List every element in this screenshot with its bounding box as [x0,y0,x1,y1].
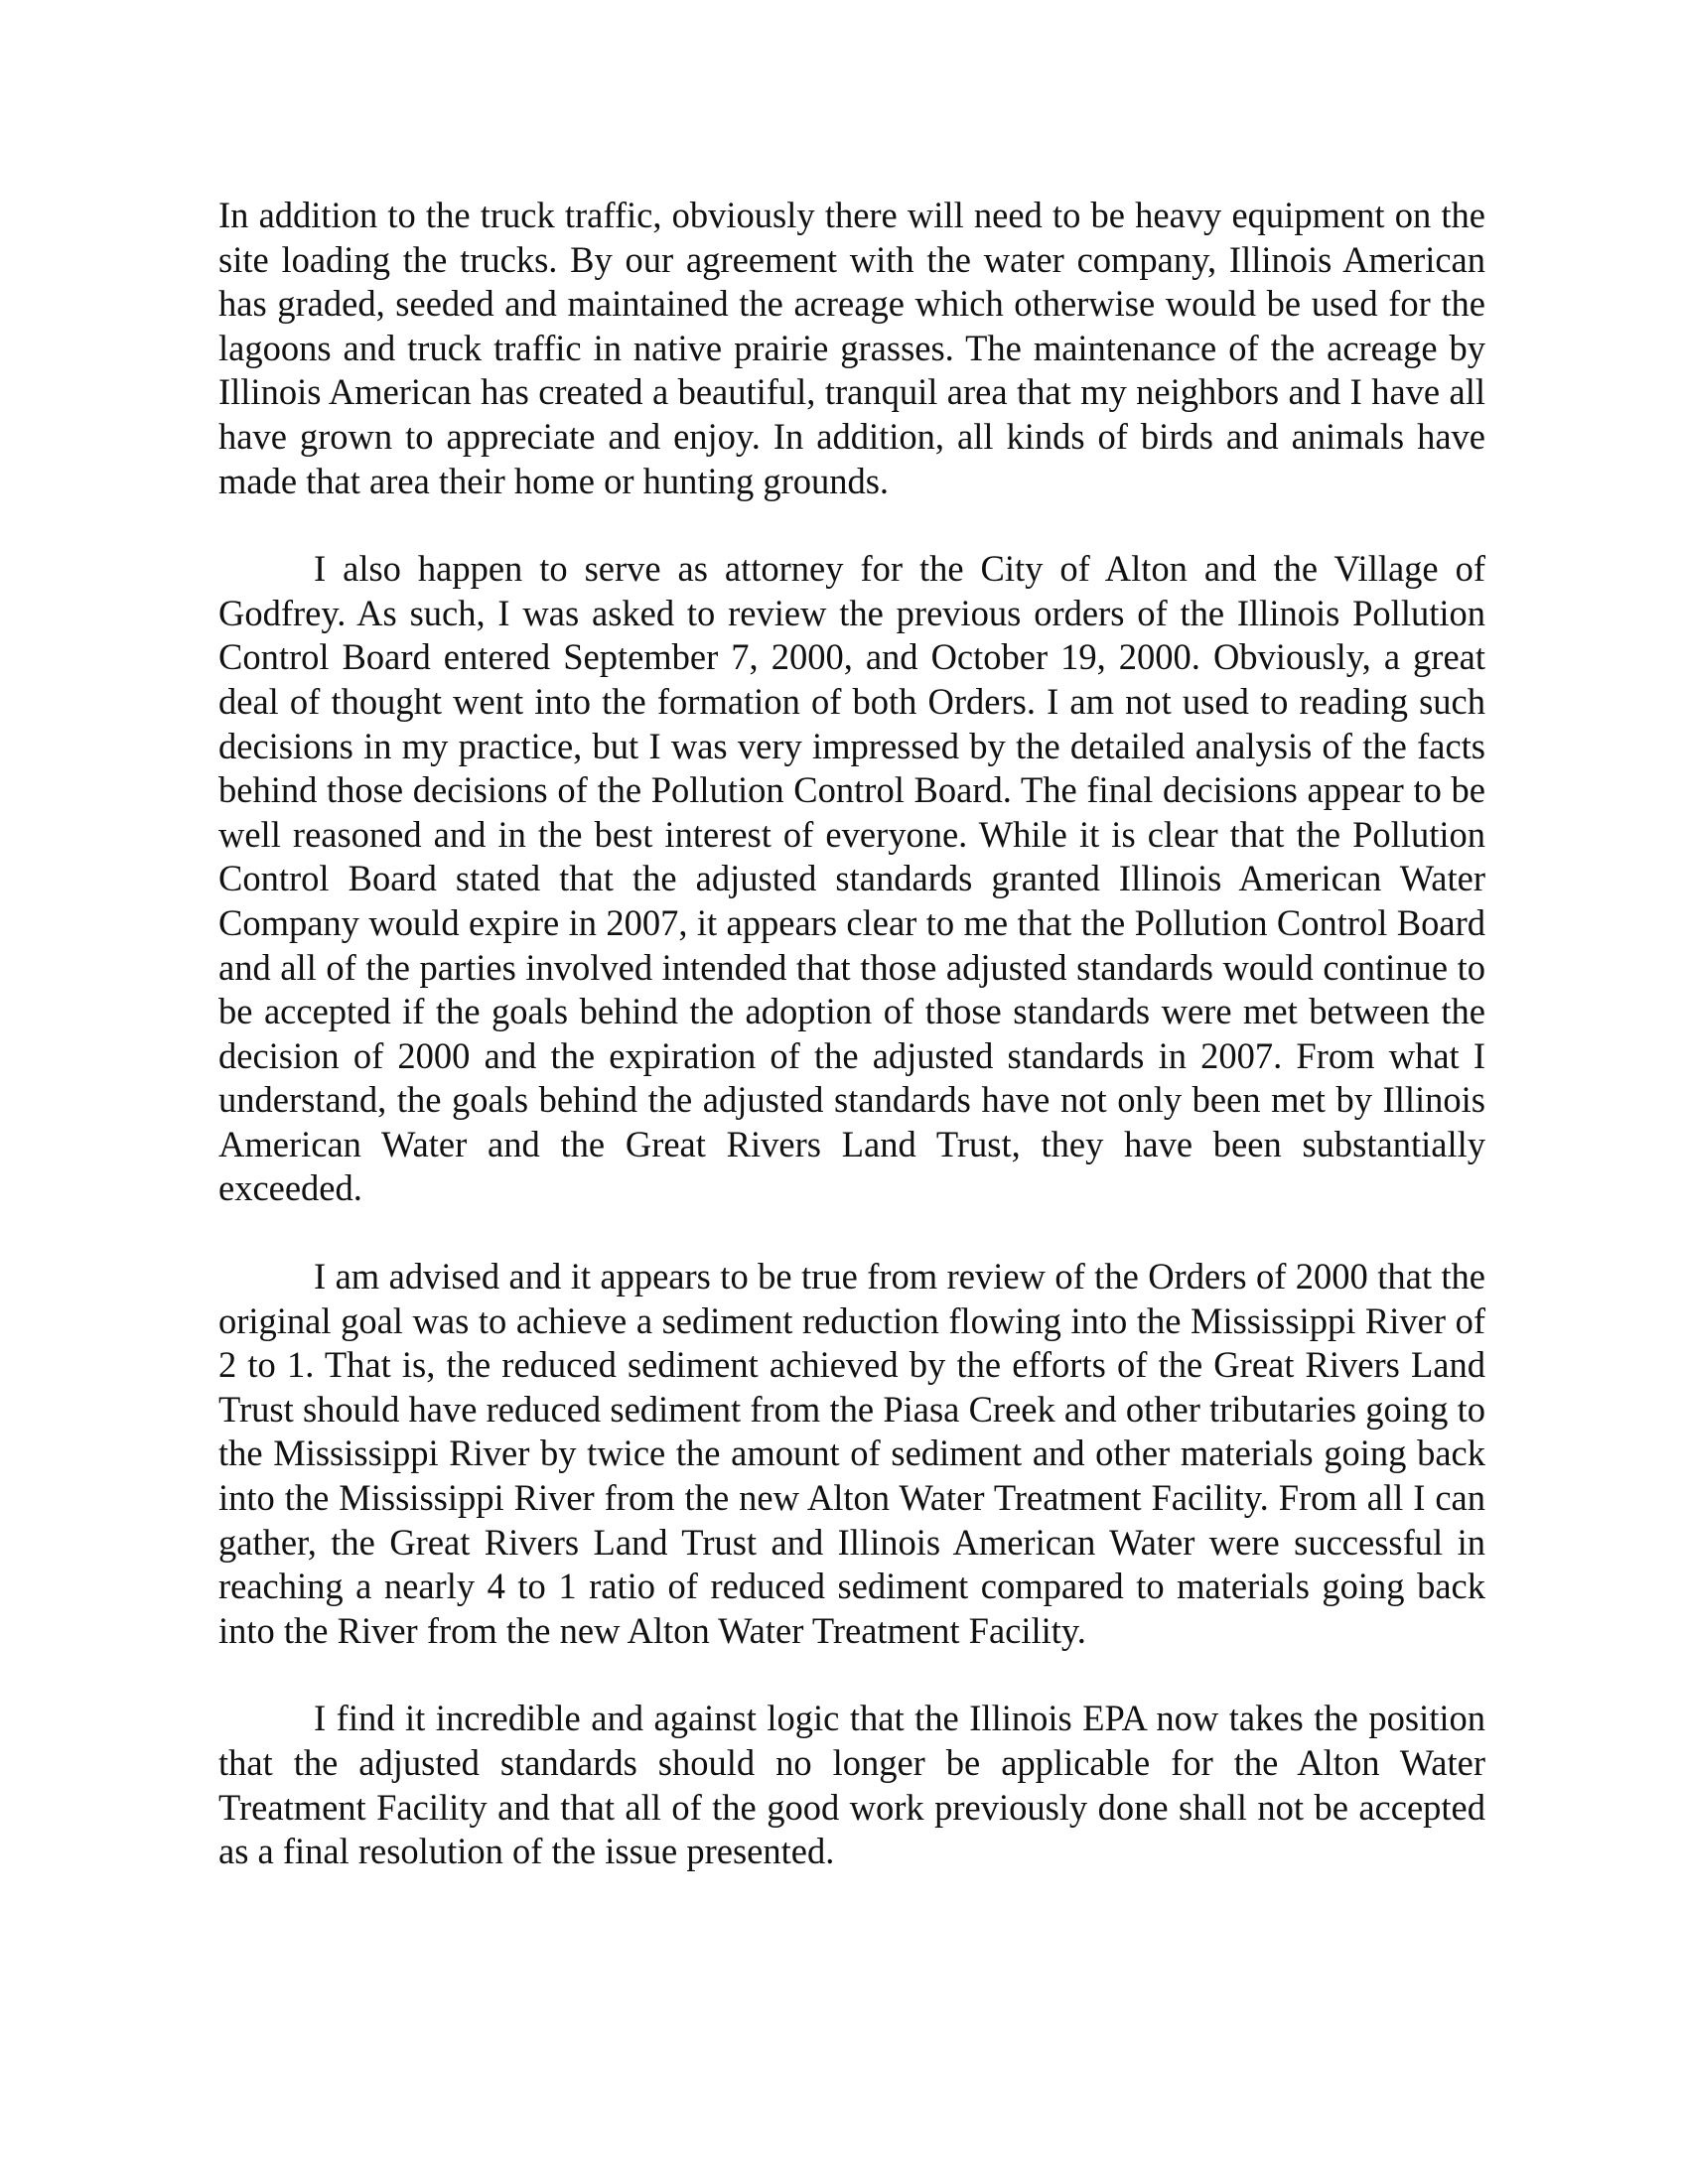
paragraph-sediment-reduction: I am advised and it appears to be true from review of the Orders of 2000 that the original goal was to achieve a sediment reduction flowing into the Mississippi River of 2 to 1. That is, the reduced sediment achieved by the efforts of the Great Rivers Land Trust should have reduced sediment from the Piasa Creek and other tributaries going to the Mississippi River by twice the amount of sediment and other materials going back into the Mississippi River from the new Alton Water Treatment Facility. From all I can gather, the Great Rivers Land Trust and Illinois American Water were successful in reaching a nearly 4 to 1 ratio of reduced sediment compared to materials going back into the River from the new Alton Water Treatment Facility. [218,1256,1485,1651]
paragraph-truck-traffic: In addition to the truck traffic, obviously there will need to be heavy equipment on the site loading the trucks. By our agreement with the water company, Illinois American has graded, seeded and maintained the acreage which otherwise would be used for the lagoons and truck traffic in native prairie grasses. The maintenance of the acreage by Illinois American has created a beautiful, tranquil area that my neighbors and I have all have grown to appreciate and enjoy. In addition, all kinds of birds and animals have made that area their home or hunting grounds. [218,195,1485,501]
paragraph-attorney-review: I also happen to serve as attorney for the City of Alton and the Village of Godfrey. As such, I was asked to review the previous orders of the Illinois Pollution Control Board entered September 7, 2000, and October 19, 2000. Obviously, a great deal of thought went into the formation of both Orders. I am not used to reading such decisions in my practice, but I was very impressed by the detailed analysis of the facts behind those decisions of the Pollution Control Board. The final decisions appear to be well reasoned and in the best interest of everyone. While it is clear that the Pollution Control Board stated that the adjusted standards granted Illinois American Water Company would expire in 2007, it appears clear to me that the Pollution Control Board and all of the parties involved intended that those adjusted standards would continue to be accepted if the goals behind the adoption of those standards were met between the decision of 2000 and the expiration of the adjusted standards in 2007. From what I understand, the goals behind the adjusted standards have not only been met by Illinois American Water and the Great Rivers Land Trust, they have been substantially exceeded. [218,548,1485,1209]
paragraph-epa-position: I find it incredible and against logic that the Illinois EPA now takes the position that the adjusted standards should no longer be applicable for the Alton Water Treatment Facility and that all of the good work previously done shall not be accepted as a final resolution of the issue presented. [218,1698,1485,1872]
letter-page [218,194,1485,1874]
